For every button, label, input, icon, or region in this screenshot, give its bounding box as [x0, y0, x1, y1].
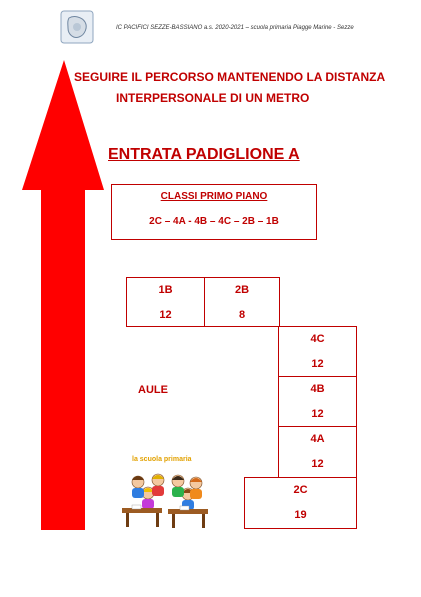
room-count: 12 [311, 408, 324, 420]
room-count: 8 [238, 309, 246, 321]
room-name: 4A [310, 433, 325, 445]
room-count: 12 [311, 358, 324, 370]
room-name: 2B [234, 284, 250, 296]
room-count: 19 [294, 509, 307, 521]
room-name: 1B [158, 284, 173, 296]
room-4c [278, 326, 357, 377]
room-count: 12 [159, 309, 172, 321]
instruction-line-1: SEGUIRE IL PERCORSO MANTENENDO LA DISTANZA [74, 70, 386, 84]
aule-label: AULE [138, 384, 168, 396]
floor-class-list: 2C – 4A - 4B – 4C – 2B – 1B [149, 216, 279, 227]
room-name: 4B [310, 383, 325, 395]
room-name: 2C [293, 484, 308, 496]
room-name: 4C [310, 333, 325, 345]
page-title: ENTRATA PADIGLIONE A [108, 146, 300, 163]
children-classroom-illustration [118, 452, 213, 532]
room-1b [126, 277, 205, 327]
room-4b [278, 376, 357, 427]
floor-heading: CLASSI PRIMO PIANO [160, 191, 268, 202]
room-2c [244, 477, 357, 529]
instruction-line-2: INTERPERSONALE DI UN METRO [116, 91, 310, 105]
room-2b [204, 277, 280, 327]
floor-classes-box [111, 184, 317, 240]
header-text: IC PACIFICI SEZZE-BASSIANO a.s. 2020-2021 – scuola primaria Piagge Marine - Sezze [116, 25, 354, 31]
clipart-title: la scuola primaria [132, 456, 192, 463]
room-count: 12 [311, 458, 324, 470]
room-4a [278, 426, 357, 478]
